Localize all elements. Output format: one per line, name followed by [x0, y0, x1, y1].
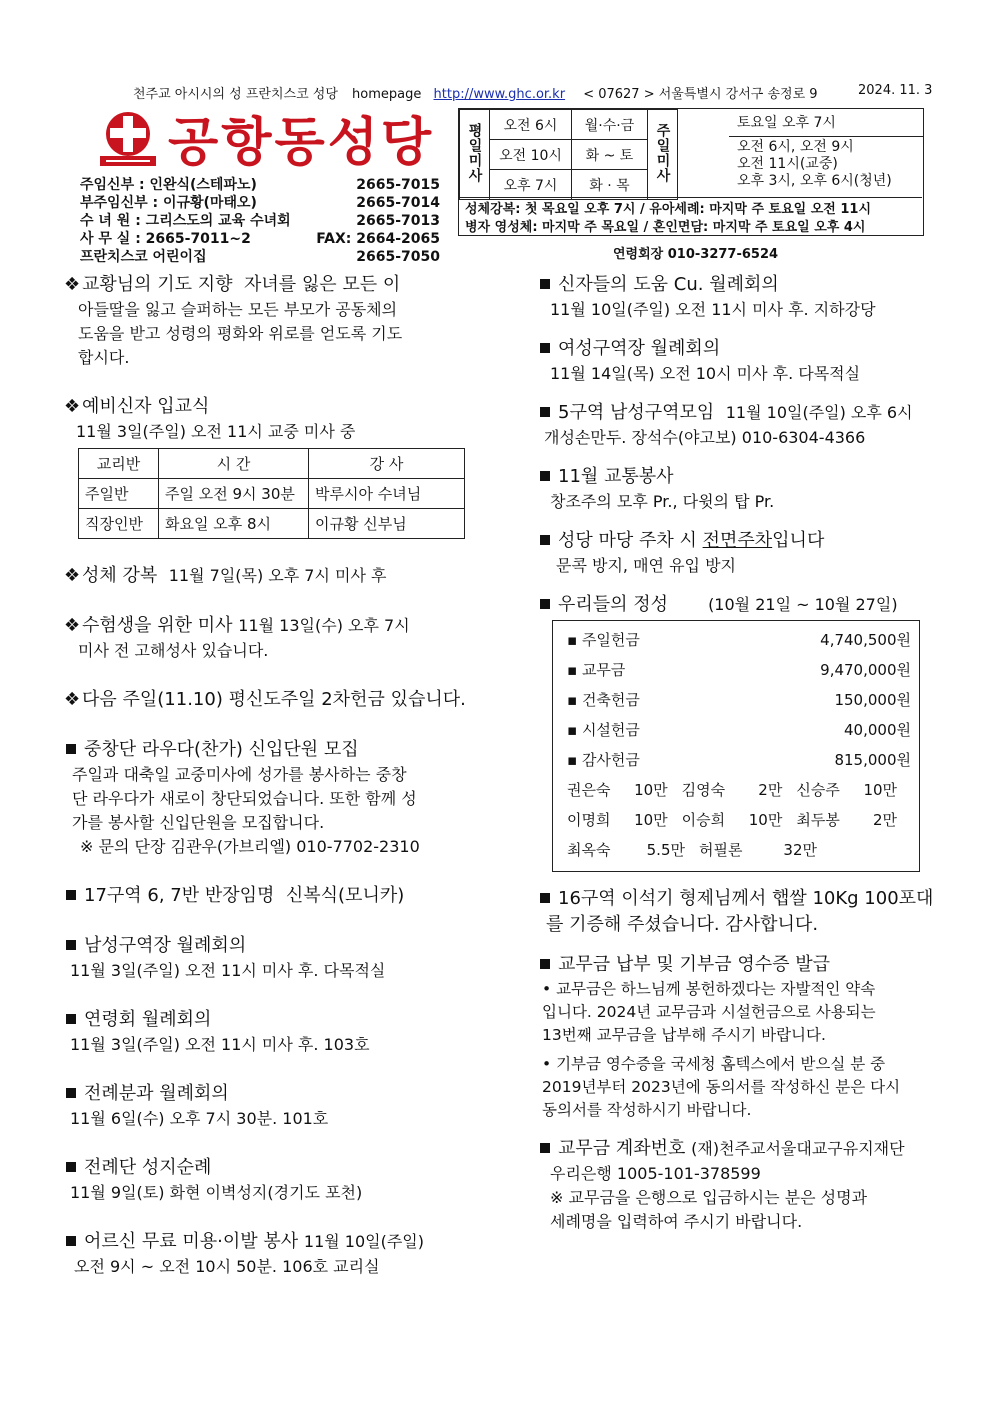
- section-title-emphasis: 전면주차: [702, 530, 773, 551]
- section-subtitle: 자녀를 잃은 모든 이: [244, 274, 401, 295]
- donor-name: 최옥숙: [567, 841, 611, 859]
- mass-schedule: [458, 108, 924, 236]
- section-detail: 11월 10일(주일): [303, 1232, 425, 1251]
- page-title: 공항동성당: [168, 113, 435, 173]
- traffic-section: [538, 464, 958, 514]
- section-title: 입니다: [772, 530, 825, 551]
- staff-role: 주임신부 : 인완식(스테파노): [80, 177, 257, 193]
- weekday-time: 오전 10시: [490, 140, 572, 170]
- section-title: 17구역 6, 7반 반장임명: [84, 885, 275, 906]
- offering-label: 주일헌금: [581, 631, 640, 649]
- sunday-time: 토요일 오후 7시: [729, 109, 923, 137]
- section-title: 전례단 성지순례: [84, 1157, 212, 1178]
- account-number: 우리은행 1005-101-378599: [550, 1164, 761, 1183]
- donor-name: 최두봉: [796, 811, 840, 829]
- section-title: 남성구역장 월례회의: [84, 935, 247, 956]
- section-detail: 11월 7일(목) 오후 7시 미사 후: [168, 566, 387, 585]
- staff-phone: 2665-7013: [356, 213, 440, 229]
- section-detail: 11월 10일(주일) 오후 6시: [725, 403, 913, 422]
- liturgy-committee-section: [64, 1081, 474, 1131]
- homepage-label: homepage: [352, 87, 422, 102]
- donor-amount: 2만: [872, 811, 898, 829]
- body-line: 13번째 교무금을 납부해 주시기 바랍니다.: [542, 1026, 826, 1044]
- table-cell: 주일반: [79, 479, 159, 509]
- offering-item: ▪ 감사헌금 815,000원: [567, 745, 911, 775]
- offering-box: [552, 620, 920, 872]
- right-column: [538, 272, 958, 1248]
- section-title: 5구역 남성구역모임: [558, 402, 715, 423]
- section-title: 신자들의 도움 Cu. 월례회의: [558, 274, 779, 295]
- table-header: 시 간: [159, 449, 309, 479]
- benediction-section: [64, 563, 474, 589]
- table-header: 강 사: [309, 449, 465, 479]
- choir-section: [64, 737, 474, 859]
- rice-section: [538, 886, 958, 938]
- offering-period: (10월 21일 ~ 10월 27일): [708, 595, 898, 614]
- section-title: 여성구역장 월례회의: [558, 338, 721, 359]
- sunday-mass-times: [729, 109, 923, 190]
- body-line: 11월 3일(주일) 오전 11시 미사 후. 103호: [70, 1035, 370, 1054]
- donor-name: 권은숙: [567, 781, 611, 799]
- pilgrimage-section: [64, 1155, 474, 1205]
- square-bullet-icon: [540, 599, 550, 609]
- body-line: • 기부금 영수증을 국세청 홈텍스에서 받으실 분 중: [542, 1055, 886, 1073]
- body-line: 11월 9일(토) 화현 이벽성지(경기도 포천): [70, 1183, 363, 1202]
- bulletin-date: 2024. 11. 3: [858, 83, 933, 98]
- body-line: 창조주의 모후 Pr., 다윗의 탑 Pr.: [550, 492, 775, 511]
- body-line: 문콕 방지, 매연 유입 방지: [556, 556, 736, 575]
- body-line: 11월 14일(목) 오전 10시 미사 후. 다목적실: [550, 364, 861, 383]
- body-line: 세례명을 입력하여 주시기 바랍니다.: [550, 1212, 803, 1231]
- donor-name: 김영숙: [681, 781, 726, 799]
- staff-phone: 2665-7015: [356, 177, 440, 193]
- section-title: 성당 마당 주차 시: [558, 530, 703, 551]
- staff-row: [80, 176, 450, 194]
- section-title: 전례분과 월례회의: [84, 1083, 229, 1104]
- offering-amount: 40,000원: [844, 721, 911, 739]
- offering-section: [538, 592, 958, 872]
- table-row: [79, 479, 465, 509]
- donor-name: 이승희: [681, 811, 726, 829]
- table-cell: 이규황 신부님: [309, 509, 465, 539]
- body-line: 11월 10일(주일) 오전 11시 미사 후. 지하강당: [550, 300, 876, 319]
- donor-name: 이명희: [567, 811, 611, 829]
- body-line: 입니다. 2024년 교무금과 시설헌금으로 사용되는: [542, 1003, 876, 1021]
- weekday-mass-label: 평일미사: [460, 110, 490, 200]
- donor-amount: 10만: [748, 811, 783, 829]
- square-bullet-icon: [540, 407, 550, 417]
- sunday-time: 오전 6시, 오전 9시: [737, 139, 854, 155]
- donor-name: 신승주: [796, 781, 840, 799]
- women-leaders-section: [538, 336, 958, 386]
- square-bullet-icon: [66, 1236, 76, 1246]
- table-cell: 주일 오전 9시 30분: [159, 479, 309, 509]
- body-line: • 교무금은 하느님께 봉헌하겠다는 자발적인 약속: [542, 980, 876, 998]
- square-bullet-icon: [66, 744, 76, 754]
- square-bullet-icon: [66, 1014, 76, 1024]
- offering-item: ▪ 시설헌금 40,000원: [567, 715, 911, 745]
- diamond-bullet-icon: ❖: [64, 274, 81, 295]
- men-leaders-section: [64, 933, 474, 983]
- body-line: 2019년부터 2023년에 동의서를 작성하신 분은 다시: [542, 1078, 901, 1096]
- district17-section: [64, 883, 474, 909]
- section-detail: 신복식(모니카): [285, 885, 405, 906]
- offering-label: 감사헌금: [581, 751, 640, 769]
- sunday-mass-label: 주일미사: [648, 110, 678, 200]
- square-bullet-icon: [540, 471, 550, 481]
- square-bullet-icon: [540, 1143, 550, 1153]
- left-column: [64, 272, 474, 1293]
- donor-amount: 2만: [758, 781, 783, 799]
- body-line: 11월 3일(주일) 오전 11시 미사 후. 다목적실: [70, 961, 386, 980]
- offering-amount: 9,470,000원: [820, 661, 911, 679]
- catechism-table: [78, 448, 465, 539]
- sunday-time: 오전 11시(교중): [737, 156, 838, 172]
- square-bullet-icon: [540, 279, 550, 289]
- body-line: 11월 3일(주일) 오전 11시 교중 미사 중: [76, 422, 356, 441]
- diamond-bullet-icon: ❖: [64, 615, 81, 636]
- mass-note: 성체강복: 첫 목요일 오후 7시 / 유아세례: 마지막 주 토요일 오전 11시: [465, 202, 872, 217]
- exam-mass-section: [64, 613, 474, 663]
- staff-row: [80, 194, 450, 212]
- donor-amount: 10만: [634, 781, 668, 799]
- diamond-bullet-icon: ❖: [64, 689, 81, 710]
- body-line: 주일과 대축일 교중미사에 성가를 봉사하는 중창: [72, 765, 407, 784]
- table-row: [79, 509, 465, 539]
- staff-phone: 2665-7050: [356, 249, 440, 265]
- donor-amount: 32만: [783, 841, 817, 859]
- weekday-days: 화 · 목: [572, 170, 648, 200]
- body-line: 개성손만두. 장석수(야고보) 010-6304-4366: [544, 428, 866, 447]
- body-line: 가를 봉사할 신입단원을 모집합니다.: [72, 813, 325, 832]
- mass-note: 병자 영성체: 마지막 주 목요일 / 혼인면담: 마지막 주 토요일 오후 4시: [465, 220, 866, 235]
- parking-section: [538, 528, 958, 578]
- yeonryeong-section: [64, 1007, 474, 1057]
- parish-address: < 07627 > 서울특별시 강서구 송정로 9: [583, 87, 818, 102]
- square-bullet-icon: [66, 940, 76, 950]
- cu-section: [538, 272, 958, 322]
- square-bullet-icon: [66, 1162, 76, 1172]
- square-bullet-icon: [66, 1088, 76, 1098]
- donor-amount: 10만: [634, 811, 668, 829]
- body-line: ※ 교무금을 은행으로 입금하시는 분은 성명과: [550, 1188, 868, 1207]
- section-title: 예비신자 입교식: [82, 396, 210, 417]
- parish-logo-icon: [96, 108, 160, 168]
- donor-row: [567, 835, 911, 865]
- body-line: 동의서를 작성하시기 바랍니다.: [542, 1101, 752, 1119]
- table-header: 교리반: [79, 449, 159, 479]
- donor-amount: 5.5만: [646, 841, 685, 859]
- weekday-time: 오전 6시: [490, 110, 572, 140]
- section-title: 연령회 월례회의: [84, 1009, 212, 1030]
- homepage-link[interactable]: http://www.ghc.or.kr: [433, 87, 566, 102]
- staff-role: 부주임신부 : 이규황(마태오): [80, 195, 257, 211]
- staff-row: [80, 212, 450, 230]
- square-bullet-icon: [540, 343, 550, 353]
- section-title: 어르신 무료 미용·이발 봉사: [84, 1231, 299, 1252]
- weekday-mass-table: [459, 109, 678, 200]
- donor-row: [567, 805, 911, 835]
- haircut-section: [64, 1229, 474, 1279]
- staff-phone: 2665-7014: [356, 195, 440, 211]
- offering-item: ▪ 건축헌금 150,000원: [567, 685, 911, 715]
- donor-name: 허필론: [699, 841, 743, 859]
- body-line: ※ 문의 단장 김관우(가브리엘) 010-7702-2310: [80, 837, 420, 856]
- body-line: 오전 9시 ~ 오전 10시 50분. 106호 교리실: [74, 1257, 380, 1276]
- diamond-bullet-icon: ❖: [64, 396, 81, 417]
- donor-amount: 10만: [863, 781, 898, 799]
- offering-amount: 4,740,500원: [820, 631, 911, 649]
- body-line: 11월 6일(수) 오후 7시 30분. 101호: [70, 1109, 329, 1128]
- section-title: 다음 주일(11.10) 평신도주일 2차헌금 있습니다.: [82, 689, 466, 710]
- weekday-time: 오후 7시: [490, 170, 572, 200]
- section-title: 11월 교통봉사: [558, 466, 674, 487]
- square-bullet-icon: [540, 535, 550, 545]
- body-line: 합시다.: [78, 348, 130, 367]
- catechumen-section: [64, 394, 474, 539]
- second-collection-section: [64, 687, 474, 713]
- offering-label: 건축헌금: [581, 691, 640, 709]
- body-line: 미사 전 고해성사 있습니다.: [78, 641, 269, 660]
- section-title: 교무금 납부 및 기부금 영수증 발급: [558, 954, 831, 975]
- funeral-contact: 연령회장 010-3277-6524: [613, 247, 779, 262]
- body-line: 단 라우다가 새로이 창단되었습니다. 또한 함께 성: [72, 789, 417, 808]
- section-title: 중창단 라우다(찬가) 신입단원 모집: [84, 739, 359, 760]
- staff-row: [80, 248, 450, 266]
- staff-role: 수 녀 원 : 그리스도의 교육 수녀회: [80, 213, 291, 229]
- table-cell: 박루시아 수녀님: [309, 479, 465, 509]
- account-holder: (재)천주교서울대교구유지재단: [691, 1139, 905, 1158]
- offering-label: 교무금: [581, 661, 626, 679]
- section-title: 성체 강복: [82, 565, 158, 586]
- donor-row: [567, 775, 911, 805]
- body-line: 도움을 받고 성령의 평화와 위로를 얻도록 기도: [78, 324, 403, 343]
- account-section: [538, 1136, 958, 1234]
- offering-item: ▪ 주일헌금 4,740,500원: [567, 625, 911, 655]
- section-title-cont: 를 기증해 주셨습니다. 감사합니다.: [546, 914, 819, 935]
- offering-label: 시설헌금: [581, 721, 640, 739]
- weekday-days: 화 ~ 토: [572, 140, 648, 170]
- body-line: 아들딸을 잃고 슬퍼하는 모든 부모가 공동체의: [78, 300, 398, 319]
- square-bullet-icon: [66, 890, 76, 900]
- offering-amount: 815,000원: [834, 751, 911, 769]
- square-bullet-icon: [540, 893, 550, 903]
- section-title: 우리들의 정성: [558, 594, 669, 615]
- section-title: 16구역 이석기 형제님께서 햅쌀 10Kg 100포대: [558, 888, 934, 909]
- offering-amount: 150,000원: [834, 691, 911, 709]
- square-bullet-icon: [540, 959, 550, 969]
- staff-list: [80, 176, 450, 266]
- pope-intention-section: [64, 272, 474, 370]
- staff-phone: FAX: 2664-2065: [316, 231, 440, 247]
- table-cell: 직장인반: [79, 509, 159, 539]
- district5-section: [538, 400, 958, 450]
- offering-item: ▪ 교무금 9,470,000원: [567, 655, 911, 685]
- section-detail: 11월 13일(수) 오후 7시: [238, 616, 410, 635]
- section-title: 교황님의 기도 지향: [82, 274, 233, 295]
- receipt-section: [538, 952, 958, 1122]
- weekday-days: 월·수·금: [572, 110, 648, 140]
- staff-role: 프란치스코 어린이집: [80, 249, 207, 265]
- staff-row: [80, 230, 450, 248]
- sunday-time: 오후 3시, 오후 6시(청년): [737, 173, 892, 189]
- mass-notes: [459, 197, 922, 240]
- section-title: 수험생을 위한 미사: [82, 615, 233, 636]
- table-cell: 화요일 오후 8시: [159, 509, 309, 539]
- staff-role: 사 무 실 : 2665-7011~2: [80, 231, 251, 247]
- parish-name: 천주교 아시시의 성 프란치스코 성당: [133, 87, 338, 102]
- diamond-bullet-icon: ❖: [64, 565, 81, 586]
- section-title: 교무금 계좌번호: [558, 1138, 686, 1159]
